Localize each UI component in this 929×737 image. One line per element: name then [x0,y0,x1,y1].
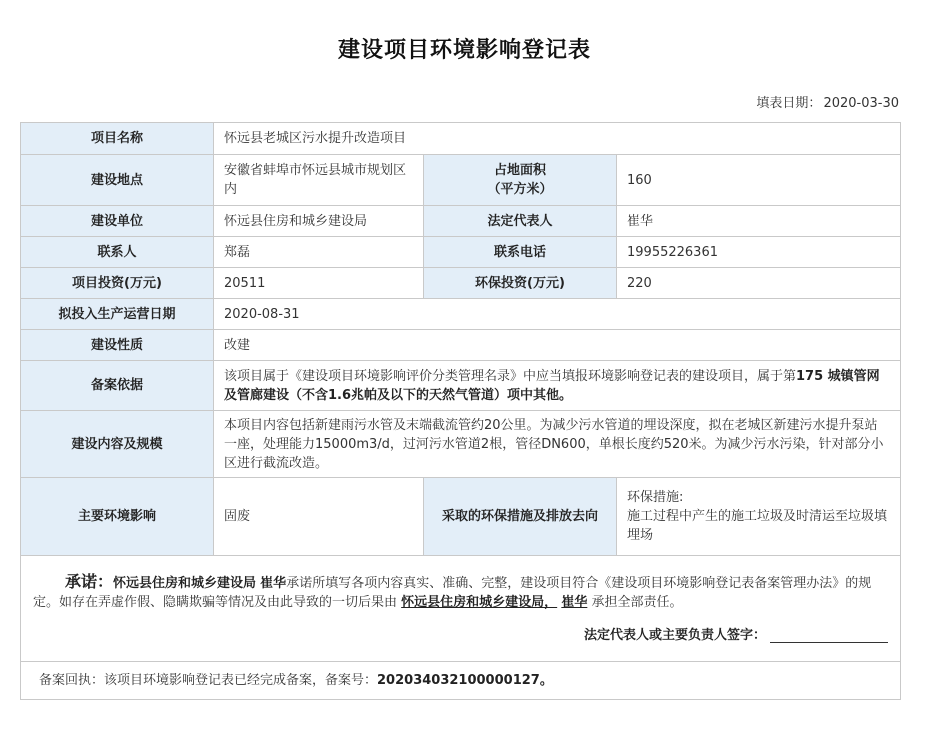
impact-value: 固废 [214,478,424,556]
receipt-cell [21,662,901,700]
contact-label: 联系人 [21,237,214,268]
row-impact [21,478,901,556]
basis-text: 该项目属于《建设项目环境影响评价分类管理名录》中应当填报环境影响登记表的建设项目，属于第 [224,368,797,384]
pledge-text-a: 承诺所填写各项内容真实、准确、完整，建设项目符合《建设项目环境影响登记表备案管理办法》的规定。如存在弄虚作假、隐瞒欺骗等情况及由此导致的一切后果由 [33,576,872,610]
location-value: 安徽省蚌埠市怀远县城市规划区内 [214,155,424,206]
pledge-unit-2: 怀远县住房和城乡建设局， [401,595,558,610]
nature-value: 改建 [214,330,901,361]
fill-date-value: 2020-03-30 [823,96,899,111]
investment-label: 项目投资(万元) [21,268,214,299]
receipt-number: 202034032100000127。 [377,673,553,688]
row-receipt [21,662,901,700]
row-investment [21,268,901,299]
area-label [424,155,617,206]
area-value: 160 [617,155,901,206]
measures-line2: 施工过程中产生的施工垃圾及时清运至垃圾填埋场 [627,509,888,543]
fill-date-label: 填表日期： [756,96,822,111]
legal-rep-value: 崔华 [617,206,901,237]
env-investment-value: 220 [617,268,901,299]
row-content [21,411,901,478]
row-pledge [21,556,901,662]
measures-label: 采取的环保措施及排放去向 [424,478,617,556]
row-nature [21,330,901,361]
pledge-text-b: 承担全部责任。 [591,595,683,610]
row-location [21,155,901,206]
basis-category: 175 城镇管网及管廊建设（不含1.6兆帕及以下的天然气管道）项中其他。 [224,368,880,403]
impact-label: 主要环境影响 [21,478,214,556]
location-label: 建设地点 [21,155,214,206]
pledge-paragraph [33,572,888,612]
env-investment-label: 环保投资(万元) [424,268,617,299]
phone-value: 19955226361 [617,237,901,268]
receipt-text: 备案回执：该项目环境影响登记表已经完成备案，备案号： [39,673,378,688]
investment-value: 20511 [214,268,424,299]
builder-label: 建设单位 [21,206,214,237]
operation-date-value: 2020-08-31 [214,299,901,330]
contact-value: 郑磊 [214,237,424,268]
project-name-label: 项目名称 [21,123,214,155]
sign-label: 法定代表人或主要负责人签字： [583,628,766,643]
signature-line [33,626,888,645]
measures-line1: 环保措施: [627,490,684,505]
row-operation-date [21,299,901,330]
builder-value: 怀远县住房和城乡建设局 [214,206,424,237]
signature-blank [770,628,888,643]
pledge-person: 崔华 [260,576,287,591]
operation-date-label: 拟投入生产运营日期 [21,299,214,330]
pledge-cell [21,556,901,662]
phone-label: 联系电话 [424,237,617,268]
basis-value [214,361,901,411]
pledge-person-2: 崔华 [561,595,588,610]
area-label-line1: 占地面积 [493,163,546,178]
basis-label: 备案依据 [21,361,214,411]
row-builder [21,206,901,237]
row-project-name [21,123,901,155]
pledge-head: 承诺： [65,572,114,591]
area-label-line2: （平方米） [487,182,553,197]
page-title: 建设项目环境影响登记表 [337,38,591,63]
row-basis [21,361,901,411]
fill-date [754,92,899,111]
registration-form [20,122,901,700]
content-value: 本项目内容包括新建雨污水管及末端截流管约20公里。为减少污水管道的埋设深度，拟在老城区新建污水提升泵站一座，处理能力15000m3/d，过河污水管道2根，管径DN600，单根长度约520米。为减少污水污染，针对部分小区进行截流改造。 [214,411,901,478]
nature-label: 建设性质 [21,330,214,361]
row-contact [21,237,901,268]
project-name-value: 怀远县老城区污水提升改造项目 [214,123,901,155]
measures-value [617,478,901,556]
legal-rep-label: 法定代表人 [424,206,617,237]
content-label: 建设内容及规模 [21,411,214,478]
pledge-unit: 怀远县住房和城乡建设局 [113,576,257,591]
